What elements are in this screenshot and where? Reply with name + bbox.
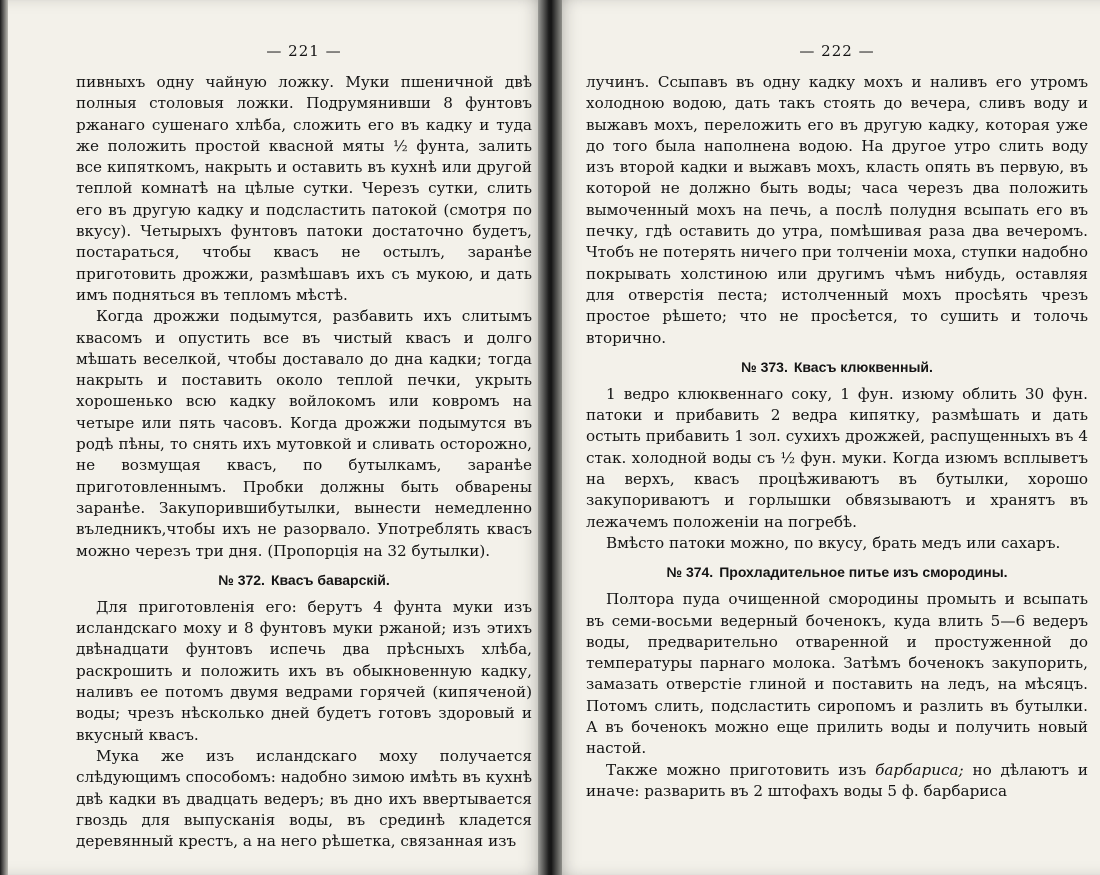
paragraph: Полтора пуда очищенной смородины промыть и всыпать въ семи-восьми ведерный боченокъ, куда влить 5—6 ведеръ воды, предварительно отваренной и простуженной до температуры парнаго молока. Затѣмъ боченокъ закупорить, замазать отверстіе глиной и поставить на ледъ, на мѣсяцъ. Потомъ слить, подсластить сиропомъ и разлить въ бутылки. А въ боченокъ можно еще прилить воды и получить новый настой. [586,590,1088,758]
left-page-edge [0,0,8,875]
recipe-number: № 374. [666,564,714,581]
page-number-right: — 222 — [799,42,875,60]
paragraph: Для приготовленія его: берутъ 4 фунта муки изъ исландскаго моху и 8 фунтовъ муки ржаной; изъ этихъ двѣнадцати фунтовъ испечь два прѣсныхъ хлѣба, раскрошить и положить ихъ въ обыкновенную кадку, наливъ ее потомъ двумя ведрами горячей (кипяченой) воды; чрезъ нѣсколько дней будетъ готовъ здоровый и вкусный квасъ. [76,597,532,744]
paragraph: 1 ведро клюквеннаго соку, 1 фун. изюму облить 30 фун. патоки и прибавить 2 ведра кипятку, размѣшать и дать остыть прибавить 1 зол. сухихъ дрожжей, распущенныхъ въ 4 стак. холодной воды съ ½ фун. муки. Когда изюмъ всплыветъ на верхъ, квасъ процѣживаютъ въ бутылки, хорошо закупориваютъ и горлышки обвязываютъ и хранятъ въ лежачемъ положеніи на погребѣ. [586,384,1088,531]
text-run: но дѣлаютъ и иначе: разварить въ 2 штофахъ воды 5 ф. барбариса [586,760,1088,800]
italic-word: барбариса; [875,760,964,779]
recipe-title: Прохладительное питье изъ смородины. [719,564,1008,581]
right-page-text [586,72,1088,802]
paragraph: пивныхъ одну чайную ложку. Муки пшеничной двѣ полныя столовыя ложки. Подрумянивши 8 фунтовъ ржанаго сушенаго хлѣба, сложить его въ кадку и туда же положить простой квасной мяты ½ фунта, залить все кипяткомъ, накрыть и оставить въ кухнѣ или другой теплой комнатѣ на цѣлые сутки. Черезъ сутки, слить его въ другую кадку и подсластить патокой (смотря по вкусу). Четырыхъ фунтовъ патоки достаточно будетъ, постараться, чтобы квасъ не остылъ, заранѣе приготовить дрожжи, размѣшавъ ихъ съ мукою, и дать имъ подняться въ тепломъ мѣстѣ. [76,73,532,304]
paragraph: Мука же изъ исландскаго моху получается слѣдующимъ способомъ: надобно зимою имѣть въ кухнѣ двѣ кадки въ двадцать ведеръ; въ дно ихъ ввертывается гвоздь для выпусканія воды, въ срединѣ кладется деревянный крестъ, а на него рѣшетка, связанная изъ [76,746,532,851]
recipe-number: № 373. [741,358,788,375]
paragraph: Когда дрожжи подымутся, разбавить ихъ слитымъ квасомъ и опустить все въ чистый квасъ и долго мѣшать веселкой, чтобы доставало до дна кадки; тогда накрыть и поставить около теплой печки, укрыть хорошенько всю кадку войлокомъ или ковромъ на четыре или пять часовъ. Когда дрожжи подымутся въ родѣ пѣны, то снять ихъ мутовкой и сливать осторожно, не возмущая квасъ, по бутылкамъ, заранѣе приготовленнымъ. Пробки должны быть обварены заранѣе. Закупорившибутылки, вынести немедленно въледникъ,чтобы ихъ не разорвало. Употреблять квасъ можно черезъ три дня. (Пропорція на 32 бутылки). [76,307,532,560]
left-page-text [76,72,532,852]
paragraph: лучинъ. Ссыпавъ въ одну кадку мохъ и наливъ его утромъ холодною водою, дать такъ стоять до вечера, сливъ воду и выжавъ мохъ, переложить его въ другую кадку, которая уже до того была наполнена водою. На другое утро слить воду изъ второй кадки и выжавъ мохъ, класть опять въ первую, въ которой не должно быть воды; часа черезъ два положить вымоченный мохъ на печь, а послѣ полудня всыпать его въ печку, гдѣ оставить до утра, помѣшивая раза два вечеромъ. Чтобъ не потерять ничего при толченіи моха, ступки надобно покрывать холстиною или другимъ чѣмъ нибудь, оставляя для отверстія песта; истолченный мохъ просѣять чрезъ простое рѣшето; что не просѣется, то сушить и толочь вторично. [586,73,1088,347]
text-run: Также можно приготовить изъ [606,760,876,779]
recipe-number: № 372. [218,571,265,588]
recipe-title: Квасъ клюквенный. [793,358,933,375]
paragraph: Вмѣсто патоки можно, по вкусу, брать медъ или сахаръ. [606,533,1061,552]
recipe-heading-373 [586,357,1088,378]
right-page [550,0,1100,875]
recipe-title: Квасъ баварскій. [270,571,390,588]
paragraph-last [586,760,1088,803]
book-gutter [538,0,562,875]
recipe-heading-372 [76,570,532,591]
page-number-left: — 221 — [266,42,342,60]
recipe-heading-374 [586,562,1088,583]
